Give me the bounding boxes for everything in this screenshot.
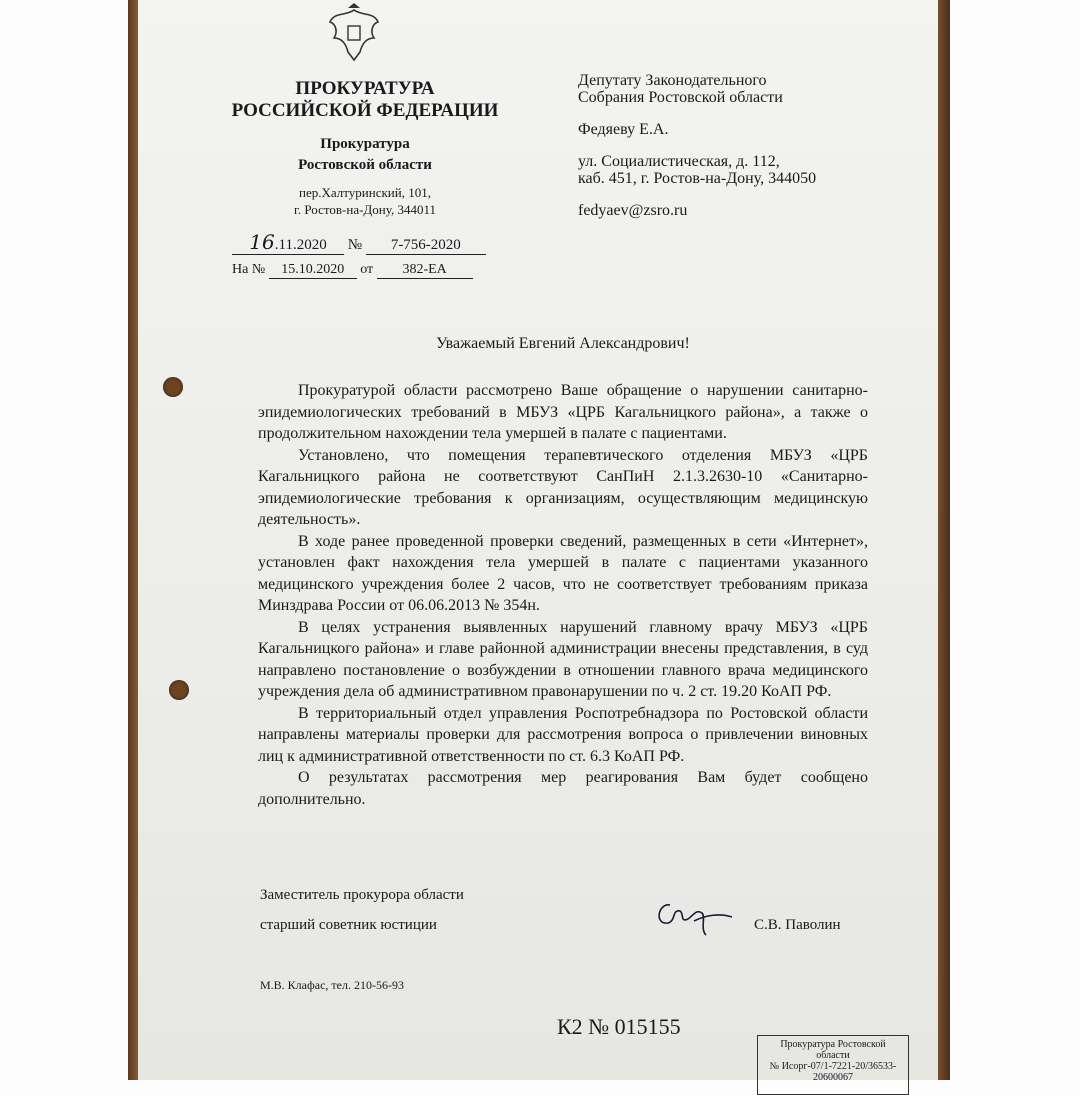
form-serial-number: К2 № 015155: [557, 1014, 681, 1039]
signer-position: Заместитель прокурора области: [260, 887, 464, 903]
signer-rank: старший советник юстиции: [260, 917, 437, 933]
paragraph: В территориальный отдел управления Роспотребнадзора по Ростовской области направлены материалы проверки для рассмотрения вопроса о привлечении виновных лиц к административной ответственности по ст. 6.3 КоАП РФ.: [258, 704, 868, 765]
ref-from-label: от: [360, 262, 374, 277]
recipient-block: [578, 72, 816, 219]
paragraph: В целях устранения выявленных нарушений главному врачу МБУЗ «ЦРБ Кагальницкого района» и главе районной администрации внесены представления, в суд направлено постановление о возбуждении в отношении главного врача медицинского учреждения дела об административном правонарушении по ч. 2 ст. 19.20 КоАП РФ.: [258, 618, 868, 700]
recipient-address: каб. 451, г. Ростов-на-Дону, 344050: [578, 170, 817, 187]
paragraph: В ходе ранее проведенной проверки сведений, размещенных в сети «Интернет», установлен факт нахождения тела умершей в палате с пациентами указанного медицинского учреждения более 2 часов, что не соответствует требованиям приказа Минздрава России от 06.06.2013 № 354н.: [258, 532, 868, 614]
org-line: ПРОКУРАТУРА: [295, 78, 435, 99]
recipient-name: Федяеву Е.А.: [578, 121, 669, 138]
recipient-address: ул. Социалистическая, д. 112,: [578, 153, 780, 170]
number-label: №: [347, 237, 363, 253]
date-day-handwritten: 16: [249, 230, 275, 254]
recipient-line: Собрания Ростовской области: [578, 89, 783, 106]
punch-hole: [163, 377, 183, 397]
paragraph: О результатах рассмотрения мер реагирования Вам будет сообщено дополнительно.: [258, 769, 868, 808]
sub-org-line: Ростовской области: [298, 157, 432, 173]
ref-label: На №: [232, 262, 266, 277]
org-line: РОССИЙСКОЙ ФЕДЕРАЦИИ: [231, 100, 499, 121]
registration-stamp: [757, 1035, 909, 1095]
sub-org-line: Прокуратура: [320, 136, 410, 152]
punch-hole: [169, 680, 189, 700]
executor-contact: М.В. Клафас, тел. 210-56-93: [260, 978, 404, 992]
sub-org: [220, 134, 510, 176]
date: .11.2020: [274, 237, 327, 253]
address-line: пер.Халтуринский, 101,: [299, 185, 431, 200]
greeting: Уважаемый Евгений Александрович!: [436, 335, 690, 352]
org-title: [220, 78, 510, 122]
stamp-line: № Исорг-07/1-7221-20/36533-: [769, 1061, 897, 1072]
ref-number: 382-ЕА: [377, 262, 473, 279]
coat-of-arms-emblem: [326, 2, 382, 64]
address-line: г. Ростов-на-Дону, 344011: [294, 202, 436, 217]
org-address: [220, 184, 510, 218]
outgoing-number: [232, 230, 486, 255]
stamp-line: 20600067: [813, 1072, 853, 1083]
stamp-line: области: [816, 1050, 850, 1061]
recipient-email: fedyaev@zsro.ru: [578, 202, 688, 219]
outgoing-number-value: 7-756-2020: [366, 237, 486, 255]
reference-number: [232, 262, 473, 279]
letter-body: [258, 380, 868, 810]
signer-name: С.В. Паволин: [754, 917, 841, 933]
paragraph: Прокуратурой области рассмотрено Ваше обращение о нарушении санитарно-эпидемиологических требований в МБУЗ «ЦРБ Кагальницкого района», а также о продолжительном нахождении тела умершей в палате с пациентами.: [258, 382, 868, 442]
stamp-line: Прокуратура Ростовской: [780, 1039, 886, 1050]
paragraph: Установлено, что помещения терапевтического отделения МБУЗ «ЦРБ Кагальницкого района не соответствуют СанПиН 2.1.3.2630-10 «Санитарно-эпидемиологические требования к организациям, осуществляющим медицинскую деятельность».: [258, 446, 868, 528]
ref-date: 15.10.2020: [269, 262, 357, 279]
recipient-line: Депутату Законодательного: [578, 72, 767, 89]
desk-right: [938, 0, 950, 1080]
desk-left: [128, 0, 138, 1080]
handwritten-signature: [650, 895, 740, 940]
